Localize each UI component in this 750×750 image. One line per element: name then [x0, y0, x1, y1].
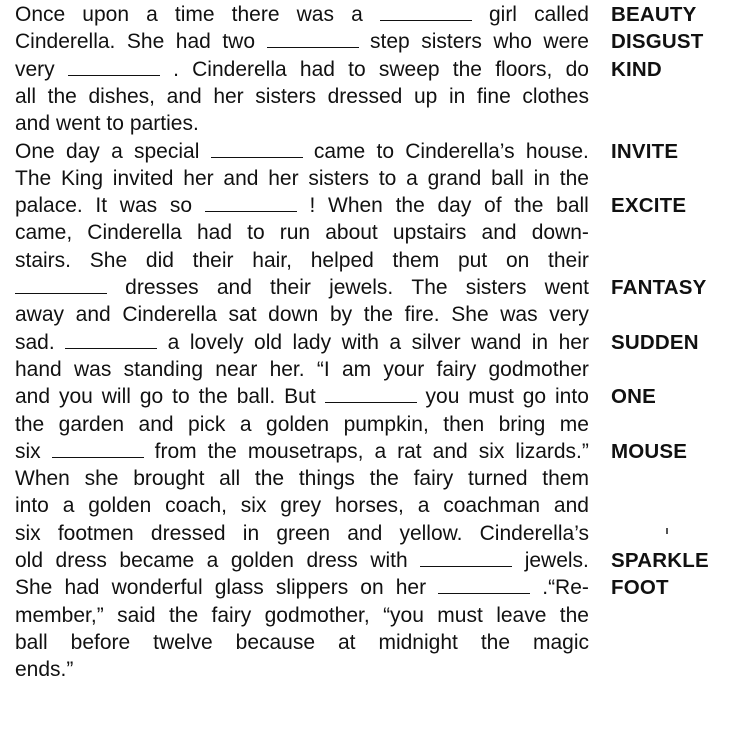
passage-word: the	[395, 194, 425, 218]
answer-blank[interactable]	[420, 547, 512, 567]
passage-word: Cinderella’s	[405, 139, 515, 163]
passage-word: She	[15, 576, 53, 600]
passage-word: a	[406, 166, 418, 190]
passage-word: When	[15, 467, 70, 491]
answer-blank[interactable]	[438, 574, 530, 594]
passage-word: wand	[471, 330, 522, 354]
word-bank-item: DISGUST	[611, 30, 704, 54]
passage-word: away	[15, 303, 65, 327]
passage-word: you	[425, 385, 460, 409]
passage-word: twelve	[153, 630, 213, 654]
passage-word: fairy	[413, 467, 454, 491]
passage-line	[15, 83, 589, 110]
passage-word: so	[169, 194, 193, 218]
passage-word: with	[370, 549, 408, 572]
passage-word: leave	[496, 603, 547, 627]
word-bank-item: SPARKLE	[611, 549, 709, 572]
passage-word: before	[70, 630, 131, 654]
passage-word: a	[206, 549, 219, 572]
passage-word: ball	[556, 194, 589, 218]
passage-word: was	[500, 303, 538, 327]
passage-word: two	[222, 30, 255, 54]
answer-blank[interactable]	[65, 329, 157, 349]
passage-word: about	[325, 221, 378, 245]
word-bank-item: MOUSE	[611, 439, 688, 463]
passage-word: house.	[525, 139, 589, 163]
passage-word: step	[370, 30, 410, 54]
passage-word: had	[64, 576, 100, 600]
passage-line	[15, 219, 589, 246]
passage-word: her	[268, 166, 299, 190]
passage-word: and	[223, 166, 259, 190]
passage-line	[15, 56, 589, 83]
passage-word: clothes	[522, 84, 589, 108]
passage-word: a	[146, 3, 158, 26]
passage-word: was	[73, 357, 112, 381]
passage-word: old	[254, 330, 283, 354]
passage-word: and	[15, 385, 51, 409]
passage-word: !	[309, 194, 316, 218]
passage-word: lizards.”	[515, 439, 589, 463]
passage-word: into	[555, 385, 589, 409]
passage-word: the	[514, 194, 544, 218]
passage-line	[15, 329, 589, 356]
passage-word: hand	[15, 357, 62, 381]
passage-word: dressed	[327, 84, 403, 108]
passage-line	[15, 274, 589, 301]
passage-word: me	[559, 412, 589, 436]
passage-line	[15, 247, 589, 274]
passage-word: all	[219, 467, 241, 491]
passage-word: their	[270, 276, 311, 299]
passage-line	[15, 492, 589, 519]
passage-word: mousetraps,	[247, 439, 364, 463]
passage-line	[15, 629, 589, 656]
passage-word: When	[328, 194, 383, 218]
passage-word: jewels.	[329, 276, 394, 299]
passage-word: pumpkin,	[343, 412, 429, 436]
passage-word: then	[443, 412, 485, 436]
passage-word: run	[279, 221, 311, 245]
passage-line	[15, 465, 589, 492]
passage-word: and	[216, 276, 252, 299]
passage-word: slippers	[275, 576, 349, 600]
passage-word: godmother,	[264, 603, 370, 627]
passage-word: lovely	[189, 330, 244, 354]
passage-word: by	[329, 303, 353, 327]
passage-word: in	[242, 521, 260, 545]
passage-word: at	[338, 630, 356, 654]
passage-word: and	[138, 412, 174, 436]
passage-word: grey	[280, 494, 322, 518]
passage-word: was	[296, 3, 334, 26]
passage-word: golden	[266, 412, 330, 436]
passage-line	[15, 301, 589, 328]
passage-word: ball	[491, 166, 524, 190]
passage-word: six	[240, 494, 267, 518]
passage-word: a	[167, 330, 180, 354]
passage-word: special	[134, 139, 200, 163]
word-bank-item: KIND	[611, 57, 662, 81]
answer-blank[interactable]	[52, 438, 144, 458]
passage-word: But	[284, 385, 316, 409]
passage-word: godmother	[488, 357, 589, 381]
passage-word: had	[175, 30, 211, 54]
passage-word: jewels.	[524, 549, 589, 572]
passage-word: down-	[531, 221, 589, 245]
passage-word: and	[347, 521, 383, 545]
passage-word: and	[75, 303, 111, 327]
passage-word: to	[172, 385, 190, 409]
passage-word: bring	[498, 412, 546, 436]
passage-word: the	[47, 84, 77, 108]
passage-word: am	[341, 357, 372, 381]
passage-word: sisters	[421, 30, 482, 54]
passage-word: palace.	[15, 194, 83, 218]
passage-word: the	[369, 467, 399, 491]
passage-word: did	[145, 248, 174, 272]
passage-word: grand	[427, 166, 482, 190]
passage-word: golden	[88, 494, 152, 518]
passage-word: garden	[58, 412, 125, 436]
passage-word: with	[341, 330, 379, 354]
passage-word: had	[196, 221, 233, 245]
passage-word: were	[543, 30, 589, 54]
passage-line	[15, 383, 589, 410]
passage-word: and	[166, 84, 202, 108]
passage-word: midnight	[378, 630, 458, 654]
word-bank-item: ONE	[611, 385, 657, 409]
passage-word: She	[89, 248, 128, 272]
passage-word: glass	[214, 576, 264, 600]
passage-word: and	[481, 221, 517, 245]
passage-word: on	[360, 576, 384, 600]
passage-word: turned	[467, 467, 528, 491]
passage-line	[15, 1, 589, 28]
passage-word: came,	[15, 221, 73, 245]
answer-blank[interactable]	[325, 383, 417, 403]
passage-word: fairy	[211, 603, 252, 627]
passage-line	[15, 547, 589, 574]
passage-word: footmen	[57, 521, 134, 545]
passage-word: magic	[532, 630, 589, 654]
passage-word: coachman	[443, 494, 541, 518]
passage-word: went	[544, 276, 589, 299]
passage-word: and	[15, 112, 51, 136]
answer-blank[interactable]	[15, 274, 107, 294]
passage-word: had	[299, 57, 335, 81]
passage-word: put	[457, 248, 488, 272]
passage-word: floors,	[495, 57, 553, 81]
passage-word: standing	[123, 357, 204, 381]
passage-word: ball	[15, 630, 48, 654]
passage-word: coach,	[165, 494, 227, 518]
passage-word: your	[383, 357, 425, 381]
passage-line	[15, 438, 589, 465]
passage-word: who	[493, 30, 532, 54]
passage-word: pick	[188, 412, 226, 436]
passage-word: The	[411, 276, 448, 299]
passage-word: Cinderella	[122, 303, 217, 327]
passage-word: dress	[306, 549, 358, 572]
answer-blank[interactable]	[267, 28, 359, 48]
passage-word: six	[15, 521, 41, 545]
passage-line	[15, 411, 589, 438]
passage-line	[15, 138, 589, 165]
passage-word: dresses	[125, 276, 199, 299]
passage-word: golden	[230, 549, 294, 572]
passage-word: “I	[316, 357, 330, 381]
passage-word: you	[58, 385, 93, 409]
passage-word: on	[505, 248, 530, 272]
passage-word: became	[119, 549, 195, 572]
passage-word: stairs.	[15, 248, 72, 272]
passage-word: said	[117, 603, 156, 627]
passage-word: their	[548, 248, 589, 272]
passage-word: and	[432, 439, 468, 463]
passage-line	[15, 574, 589, 601]
passage-word: things	[298, 467, 355, 491]
passage-word: yellow.	[399, 521, 463, 545]
passage-word: the	[15, 412, 45, 436]
passage-word: must	[437, 603, 483, 627]
passage-word: her	[558, 330, 589, 354]
passage-word: and	[553, 494, 589, 518]
passage-line	[15, 656, 589, 683]
passage-word: in	[531, 330, 549, 354]
passage-word: go	[522, 385, 547, 409]
passage-word: into	[15, 494, 49, 518]
passage-word: girl	[488, 3, 517, 26]
passage-word: It	[95, 194, 108, 218]
passage-word: Cinderella	[192, 57, 287, 81]
passage-word: her.	[269, 357, 305, 381]
passage-word: silver	[411, 330, 461, 354]
passage-word: near	[215, 357, 258, 381]
passage-word: to	[378, 166, 397, 190]
passage-line	[15, 356, 589, 383]
passage-word: Cinderella.	[15, 30, 116, 54]
passage-word: rat	[397, 439, 422, 463]
passage-word: the	[254, 467, 285, 491]
answer-blank[interactable]	[68, 56, 160, 76]
passage-word: them	[542, 467, 589, 491]
passage-line	[15, 602, 589, 629]
passage-word: .“Re-	[542, 576, 589, 600]
passage-word: do	[565, 57, 589, 81]
passage-word: parties.	[129, 112, 199, 136]
passage-word: a	[374, 439, 387, 463]
passage-word: all	[15, 84, 37, 108]
passage-word: a	[351, 3, 363, 26]
passage-word: very	[549, 303, 589, 327]
passage-word: dress	[55, 549, 107, 572]
passage-word: Cinderella	[87, 221, 182, 245]
passage-word: horses,	[334, 494, 404, 518]
passage-word: the	[559, 166, 589, 190]
passage-word: upon	[82, 3, 130, 26]
passage-word: lady	[292, 330, 332, 354]
passage-word: from	[154, 439, 197, 463]
passage-word: ends.”	[15, 658, 74, 682]
passage-word: to	[247, 221, 265, 245]
passage-word: sat	[228, 303, 257, 327]
passage-word: “you	[383, 603, 424, 627]
passage-word: a	[62, 494, 75, 518]
passage-line	[15, 165, 589, 192]
passage-word: upstairs	[392, 221, 467, 245]
passage-word: sweep	[378, 57, 440, 81]
passage-word: One	[15, 139, 55, 163]
passage-word: called	[534, 3, 589, 26]
passage-word: She	[451, 303, 489, 327]
passage-word: to	[348, 57, 366, 81]
passage-word: of	[484, 194, 502, 218]
passage-line	[15, 110, 589, 137]
passage-word: sisters	[465, 276, 527, 299]
passage-word: six	[15, 439, 41, 463]
passage-word: a	[111, 139, 123, 163]
passage-word: her	[395, 576, 427, 600]
answer-blank[interactable]	[205, 192, 297, 212]
passage-word: went	[56, 112, 101, 136]
passage-word: a	[389, 330, 402, 354]
word-bank-item: BEAUTY	[611, 3, 697, 26]
passage-word: helped	[310, 248, 374, 272]
passage-word: down	[268, 303, 319, 327]
word-bank-item: FOOT	[611, 576, 669, 600]
passage-word: came	[313, 139, 366, 163]
passage-word: their	[192, 248, 234, 272]
passage-word: to	[376, 139, 394, 163]
passage-word: a	[239, 412, 252, 436]
passage-word: dishes,	[88, 84, 156, 108]
passage-word: Once	[15, 3, 66, 26]
passage-word: go	[139, 385, 164, 409]
passage-word: fine	[476, 84, 511, 108]
passage-word: the	[207, 439, 237, 463]
passage-word: time	[174, 3, 215, 26]
passage-word: her	[183, 166, 214, 190]
passage-line	[15, 520, 589, 547]
passage-word: the	[198, 385, 228, 409]
passage-line	[15, 28, 589, 55]
passage-word: because	[235, 630, 316, 654]
passage-word: was	[119, 194, 158, 218]
passage-word: the	[452, 57, 482, 81]
passage-word: the	[559, 603, 589, 627]
passage-word: sisters	[255, 84, 316, 108]
passage-word: in	[448, 84, 466, 108]
passage-word: up	[413, 84, 438, 108]
passage-word: .	[173, 57, 179, 81]
passage-word: a	[417, 494, 430, 518]
passage-word: ball.	[236, 385, 276, 409]
word-bank-item: EXCITE	[611, 194, 687, 218]
passage-word: green	[276, 521, 331, 545]
passage-word: day	[65, 139, 100, 163]
word-bank-item: FANTASY	[611, 276, 707, 299]
passage-word: she	[84, 467, 119, 491]
passage-word: King	[60, 166, 103, 190]
answer-blank[interactable]	[380, 1, 472, 21]
passage-word: She	[126, 30, 165, 54]
word-bank-item: SUDDEN	[611, 330, 699, 354]
passage-word: very	[15, 57, 55, 81]
passage-word: wonderful	[111, 576, 203, 600]
passage-word: invited	[112, 166, 174, 190]
word-bank-item: INVITE	[611, 139, 679, 163]
passage-word: brought	[133, 467, 205, 491]
passage-word: the	[480, 630, 511, 654]
passage-word: dressed	[150, 521, 226, 545]
passage-word: six	[478, 439, 505, 463]
passage-word: sisters	[308, 166, 370, 190]
passage-word: Cinderella’s	[479, 521, 589, 545]
passage-word: old	[15, 549, 44, 572]
passage-word: there	[231, 3, 280, 26]
passage-word: hair,	[252, 248, 292, 272]
passage-word: the	[168, 603, 199, 627]
passage-word: sad.	[15, 330, 55, 354]
passage-word: will	[101, 385, 131, 409]
passage-word: to	[106, 112, 124, 136]
passage-word: member,”	[15, 603, 104, 627]
passage-word: day	[437, 194, 472, 218]
passage-word: fairy	[436, 357, 477, 381]
passage-word: The	[15, 166, 52, 190]
passage-line	[15, 192, 589, 219]
passage-word: fire.	[404, 303, 440, 327]
passage-word: must	[468, 385, 514, 409]
scan-speck	[666, 528, 668, 534]
passage-word: them	[392, 248, 440, 272]
answer-blank[interactable]	[211, 138, 303, 158]
passage-word: her	[213, 84, 244, 108]
passage-word: in	[533, 166, 550, 190]
passage-word: the	[363, 303, 393, 327]
